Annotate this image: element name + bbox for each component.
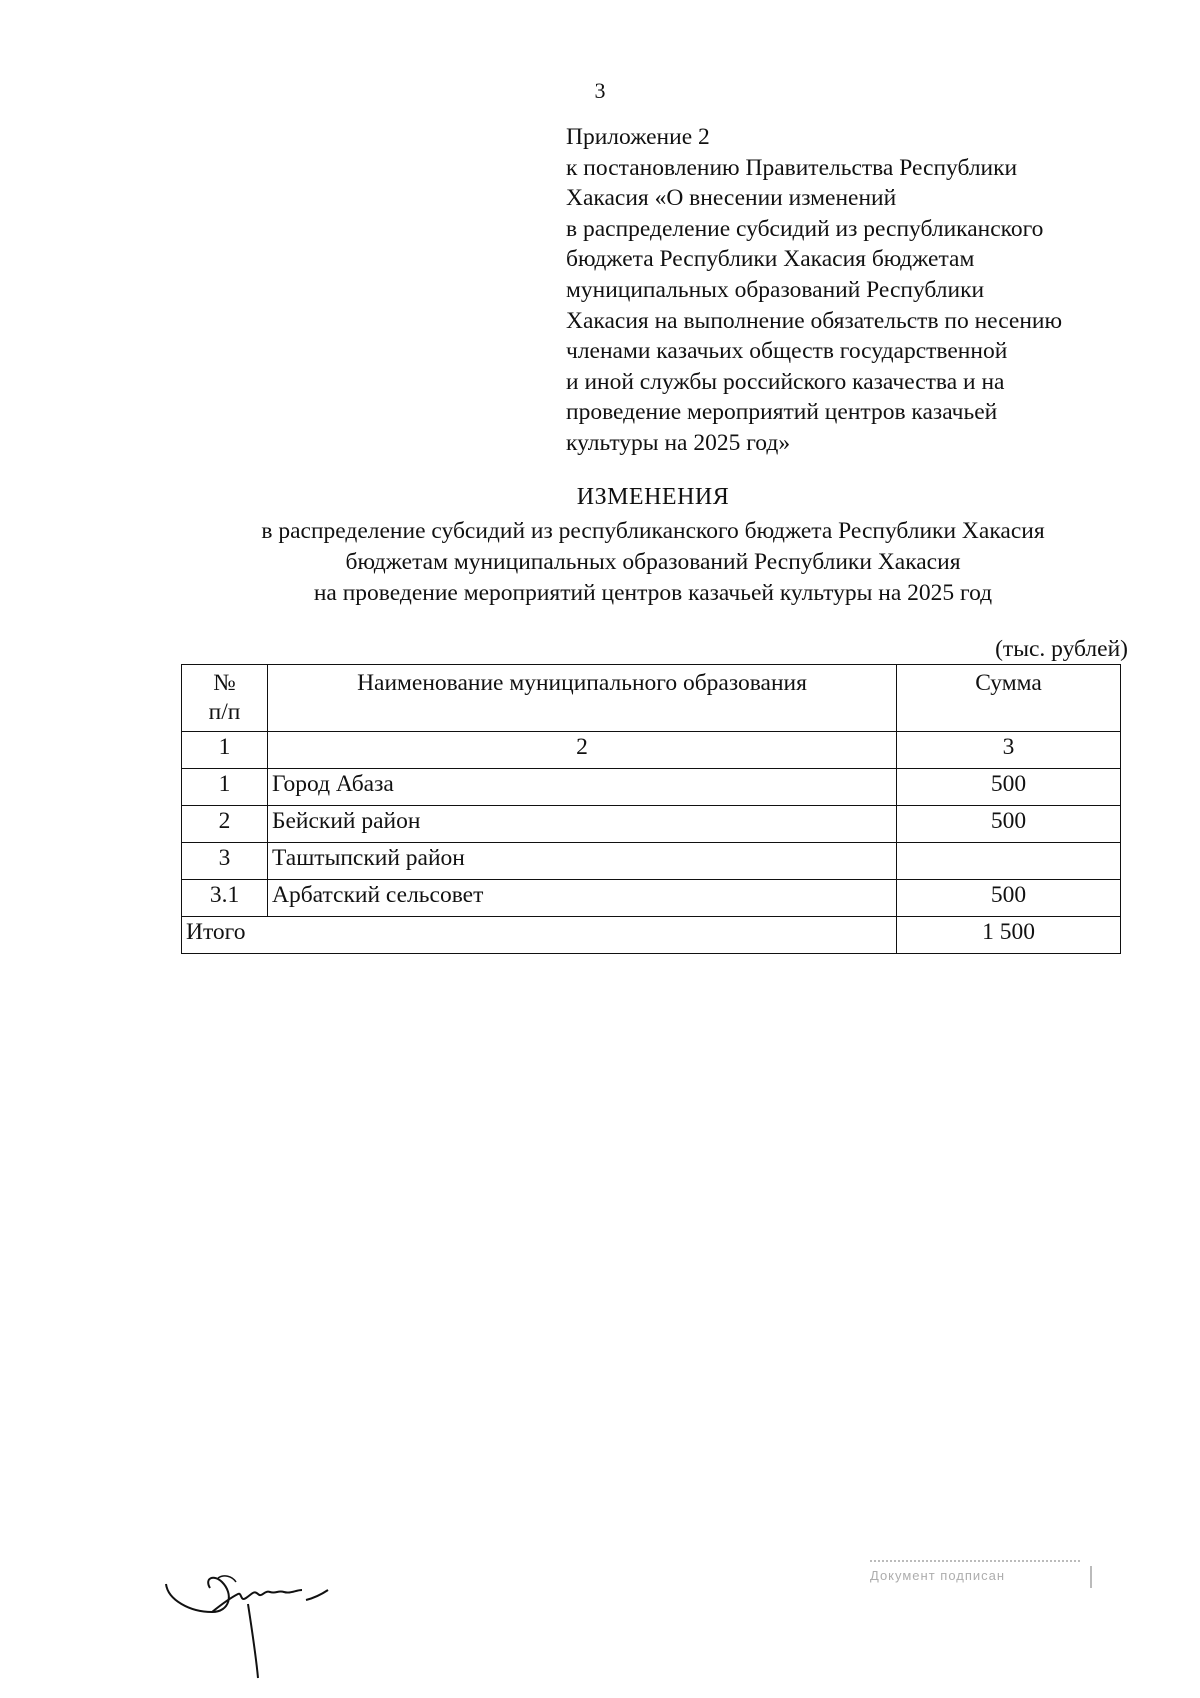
signature-icon [160,1560,360,1690]
units-note: (тыс. рублей) [995,636,1128,662]
stamp-text: Документ подписан [870,1568,1006,1583]
row-num: 1 [182,769,268,806]
table-row [182,806,1121,843]
header-num-text: № п/п [208,670,241,725]
row-sum: 500 [897,769,1121,806]
header-name: Наименование муниципального образования [268,665,897,732]
appendix-line: к постановлению Правительства Республики [566,154,1018,181]
appendix-line: бюджета Республики Хакасия бюджетам [566,246,975,273]
appendix-line: муниципальных образований Республики [566,276,985,303]
page-number: 3 [594,78,606,103]
row-num: 3.1 [182,880,268,917]
row-name: Город Абаза [268,769,897,806]
appendix-line: и иной службы российского казачества и на [566,368,1005,395]
stamp-dotted-line [870,1560,1080,1562]
appendix-line: Хакасия на выполнение обязательств по несению [566,307,1063,334]
total-sum: 1 500 [897,917,1121,954]
header-num [182,665,268,732]
table-row [182,880,1121,917]
total-label: Итого [182,917,897,954]
appendix-line: культуры на 2025 год» [566,429,791,456]
subtitle-line: на проведение мероприятий центров казачьей культуры на 2025 год [313,580,993,606]
row-sum: 500 [897,806,1121,843]
appendix-header [566,122,1166,459]
table-total-row [182,917,1121,954]
document-subtitle [0,516,1200,609]
appendix-line: Хакасия «О внесении изменений [566,185,897,212]
appendix-line: Приложение 2 [566,124,710,150]
table-row [182,769,1121,806]
index-cell: 2 [268,732,897,769]
header-sum: Сумма [897,665,1121,732]
table-header-row [182,665,1121,732]
row-num: 2 [182,806,268,843]
document-title: ИЗМЕНЕНИЯ [576,484,730,510]
subtitle-line: бюджетам муниципальных образований Республики Хакасия [345,549,961,575]
row-sum [897,843,1121,880]
row-name: Таштыпский район [268,843,897,880]
subsidy-table [181,664,1121,954]
table-index-row [182,732,1121,769]
index-cell: 1 [182,732,268,769]
row-num: 3 [182,843,268,880]
subtitle-line: в распределение субсидий из республиканского бюджета Республики Хакасия [261,518,1045,544]
appendix-line: проведение мероприятий центров казачьей [566,399,998,426]
appendix-line: в распределение субсидий из республиканского [566,215,1044,242]
row-name: Арбатский сельсовет [268,880,897,917]
stamp-bar [1090,1566,1092,1588]
appendix-line: членами казачьих обществ государственной [566,338,1008,365]
electronic-signature-stamp [870,1560,1092,1600]
signature [160,1560,360,1695]
index-cell: 3 [897,732,1121,769]
row-sum: 500 [897,880,1121,917]
table-row [182,843,1121,880]
row-name: Бейский район [268,806,897,843]
